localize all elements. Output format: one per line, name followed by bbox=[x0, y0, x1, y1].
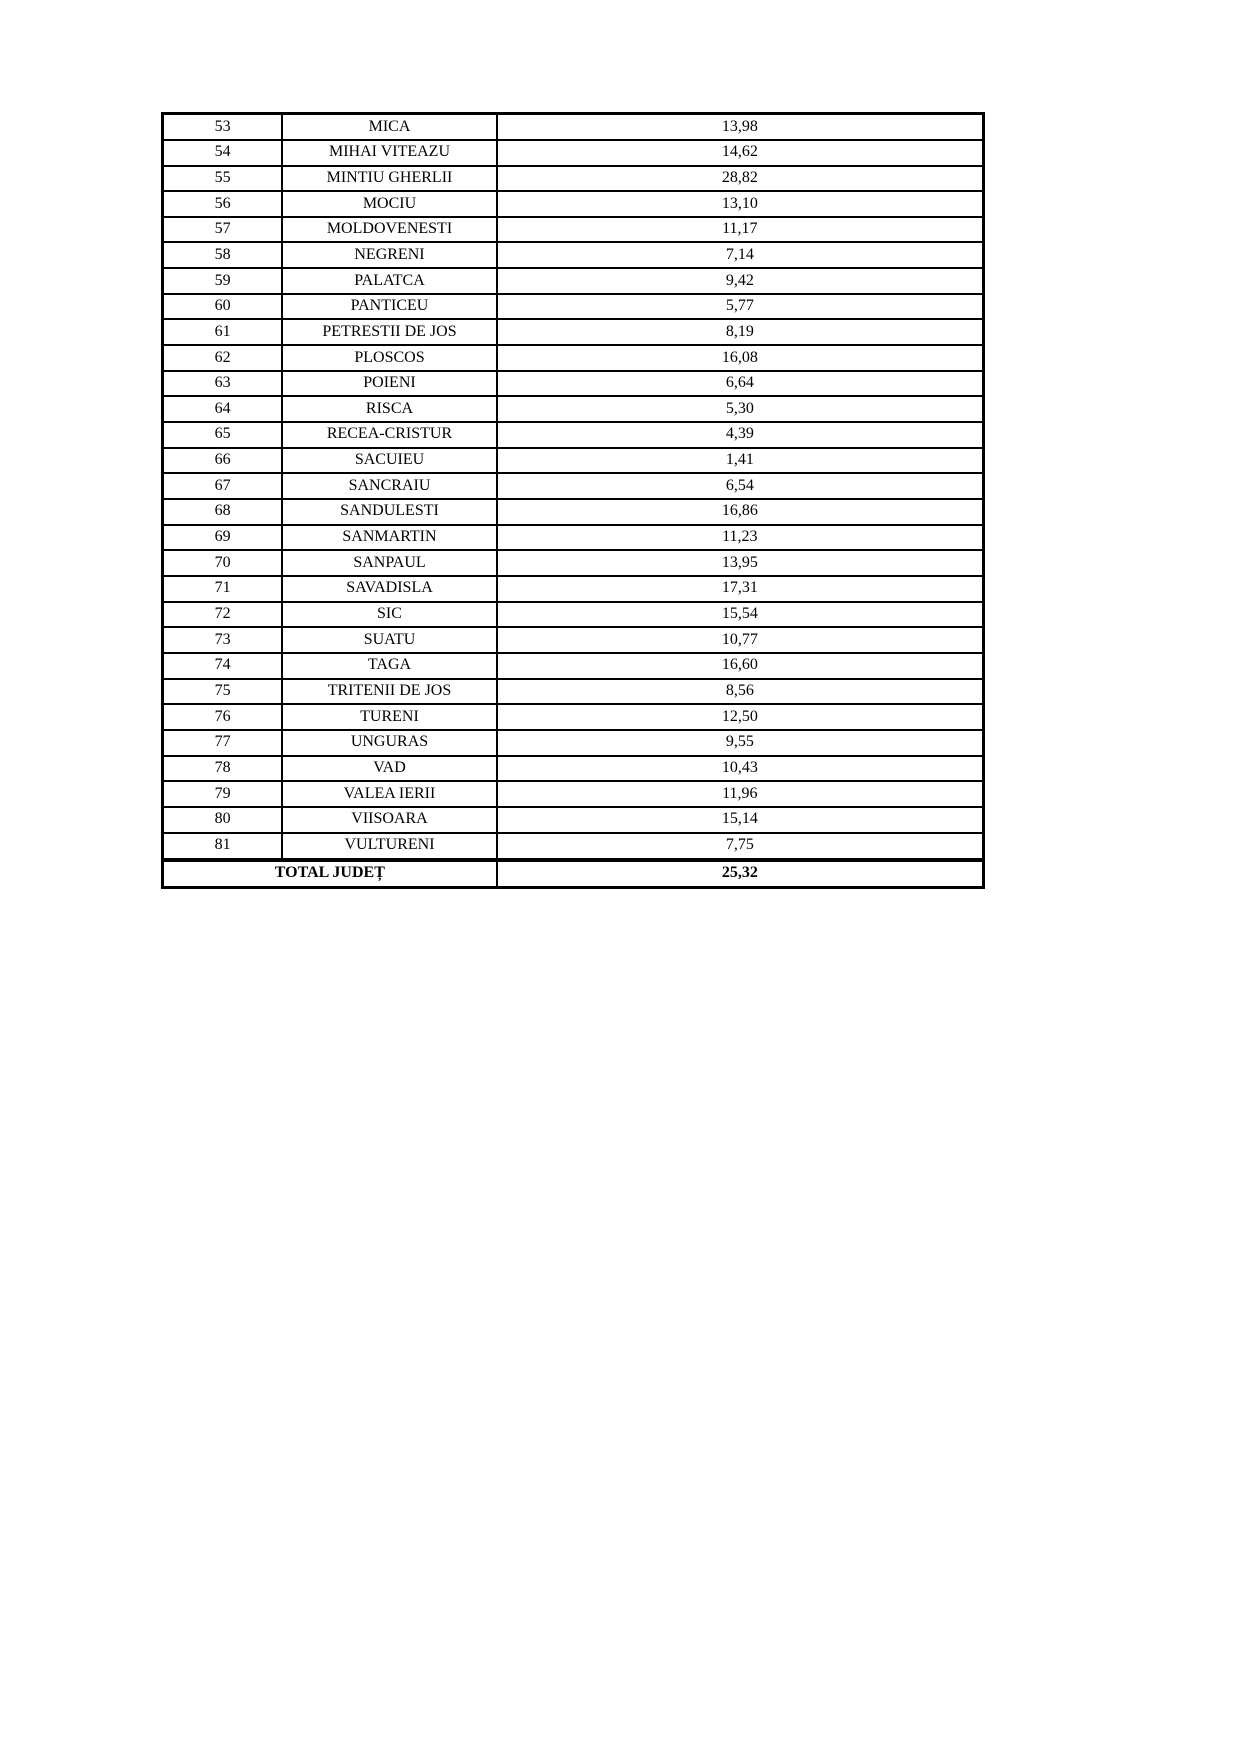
row-number-cell: 81 bbox=[163, 833, 283, 860]
table-row bbox=[163, 833, 984, 860]
row-number-cell: 66 bbox=[163, 448, 283, 474]
table-body bbox=[163, 114, 984, 888]
locality-name-cell: SAVADISLA bbox=[282, 576, 496, 602]
locality-name-cell: SANMARTIN bbox=[282, 525, 496, 551]
locality-name-cell: VULTURENI bbox=[282, 833, 496, 860]
table-row bbox=[163, 268, 984, 294]
value-cell: 15,54 bbox=[497, 602, 984, 628]
row-number-cell: 72 bbox=[163, 602, 283, 628]
table-row bbox=[163, 653, 984, 679]
table-row bbox=[163, 371, 984, 397]
value-cell: 17,31 bbox=[497, 576, 984, 602]
value-cell: 9,42 bbox=[497, 268, 984, 294]
value-cell: 10,43 bbox=[497, 756, 984, 782]
value-cell: 16,08 bbox=[497, 345, 984, 371]
locality-name-cell: SIC bbox=[282, 602, 496, 628]
value-cell: 28,82 bbox=[497, 166, 984, 192]
value-cell: 13,98 bbox=[497, 114, 984, 140]
table-row bbox=[163, 627, 984, 653]
row-number-cell: 65 bbox=[163, 422, 283, 448]
locality-name-cell: MOLDOVENESTI bbox=[282, 217, 496, 243]
locality-name-cell: TRITENII DE JOS bbox=[282, 679, 496, 705]
locality-name-cell: UNGURAS bbox=[282, 730, 496, 756]
locality-name-cell: SANPAUL bbox=[282, 550, 496, 576]
value-cell: 11,96 bbox=[497, 781, 984, 807]
row-number-cell: 64 bbox=[163, 396, 283, 422]
table-row bbox=[163, 114, 984, 140]
table-row bbox=[163, 602, 984, 628]
table-row bbox=[163, 576, 984, 602]
locality-name-cell: MICA bbox=[282, 114, 496, 140]
value-cell: 16,60 bbox=[497, 653, 984, 679]
value-cell: 8,19 bbox=[497, 319, 984, 345]
locality-name-cell: MOCIU bbox=[282, 191, 496, 217]
value-cell: 4,39 bbox=[497, 422, 984, 448]
value-cell: 10,77 bbox=[497, 627, 984, 653]
row-number-cell: 55 bbox=[163, 166, 283, 192]
row-number-cell: 67 bbox=[163, 473, 283, 499]
table-row bbox=[163, 448, 984, 474]
row-number-cell: 58 bbox=[163, 242, 283, 268]
locality-name-cell: VIISOARA bbox=[282, 807, 496, 833]
row-number-cell: 74 bbox=[163, 653, 283, 679]
row-number-cell: 57 bbox=[163, 217, 283, 243]
table-row bbox=[163, 319, 984, 345]
locality-name-cell: VAD bbox=[282, 756, 496, 782]
total-label-cell: TOTAL JUDEȚ bbox=[163, 860, 497, 888]
table-row bbox=[163, 217, 984, 243]
row-number-cell: 79 bbox=[163, 781, 283, 807]
value-cell: 8,56 bbox=[497, 679, 984, 705]
total-row bbox=[163, 860, 984, 888]
table-row bbox=[163, 730, 984, 756]
value-cell: 5,77 bbox=[497, 294, 984, 320]
value-cell: 6,64 bbox=[497, 371, 984, 397]
row-number-cell: 54 bbox=[163, 140, 283, 166]
locality-values-table bbox=[161, 112, 985, 889]
table-row bbox=[163, 679, 984, 705]
value-cell: 1,41 bbox=[497, 448, 984, 474]
locality-name-cell: NEGRENI bbox=[282, 242, 496, 268]
value-cell: 14,62 bbox=[497, 140, 984, 166]
value-cell: 6,54 bbox=[497, 473, 984, 499]
row-number-cell: 71 bbox=[163, 576, 283, 602]
table-row bbox=[163, 345, 984, 371]
value-cell: 13,10 bbox=[497, 191, 984, 217]
table-row bbox=[163, 140, 984, 166]
total-value-cell: 25,32 bbox=[497, 860, 984, 888]
row-number-cell: 68 bbox=[163, 499, 283, 525]
table-row bbox=[163, 499, 984, 525]
value-cell: 16,86 bbox=[497, 499, 984, 525]
table-row bbox=[163, 473, 984, 499]
locality-name-cell: SACUIEU bbox=[282, 448, 496, 474]
row-number-cell: 78 bbox=[163, 756, 283, 782]
locality-name-cell: RECEA-CRISTUR bbox=[282, 422, 496, 448]
value-cell: 11,23 bbox=[497, 525, 984, 551]
locality-name-cell: MIHAI VITEAZU bbox=[282, 140, 496, 166]
table-row bbox=[163, 242, 984, 268]
value-cell: 11,17 bbox=[497, 217, 984, 243]
row-number-cell: 76 bbox=[163, 704, 283, 730]
row-number-cell: 75 bbox=[163, 679, 283, 705]
row-number-cell: 73 bbox=[163, 627, 283, 653]
locality-name-cell: RISCA bbox=[282, 396, 496, 422]
locality-name-cell: TURENI bbox=[282, 704, 496, 730]
table-row bbox=[163, 807, 984, 833]
value-cell: 12,50 bbox=[497, 704, 984, 730]
row-number-cell: 70 bbox=[163, 550, 283, 576]
table-row bbox=[163, 781, 984, 807]
table-row bbox=[163, 191, 984, 217]
row-number-cell: 59 bbox=[163, 268, 283, 294]
value-cell: 9,55 bbox=[497, 730, 984, 756]
locality-name-cell: MINTIU GHERLII bbox=[282, 166, 496, 192]
row-number-cell: 63 bbox=[163, 371, 283, 397]
row-number-cell: 62 bbox=[163, 345, 283, 371]
row-number-cell: 53 bbox=[163, 114, 283, 140]
table-row bbox=[163, 704, 984, 730]
locality-name-cell: PALATCA bbox=[282, 268, 496, 294]
locality-name-cell: SUATU bbox=[282, 627, 496, 653]
table-row bbox=[163, 294, 984, 320]
table-row bbox=[163, 756, 984, 782]
row-number-cell: 77 bbox=[163, 730, 283, 756]
table-row bbox=[163, 166, 984, 192]
row-number-cell: 61 bbox=[163, 319, 283, 345]
table-row bbox=[163, 396, 984, 422]
row-number-cell: 80 bbox=[163, 807, 283, 833]
row-number-cell: 56 bbox=[163, 191, 283, 217]
locality-name-cell: TAGA bbox=[282, 653, 496, 679]
value-cell: 5,30 bbox=[497, 396, 984, 422]
table-row bbox=[163, 422, 984, 448]
value-cell: 15,14 bbox=[497, 807, 984, 833]
locality-name-cell: SANCRAIU bbox=[282, 473, 496, 499]
row-number-cell: 69 bbox=[163, 525, 283, 551]
row-number-cell: 60 bbox=[163, 294, 283, 320]
table-row bbox=[163, 525, 984, 551]
table-row bbox=[163, 550, 984, 576]
value-cell: 13,95 bbox=[497, 550, 984, 576]
value-cell: 7,14 bbox=[497, 242, 984, 268]
locality-name-cell: PANTICEU bbox=[282, 294, 496, 320]
value-cell: 7,75 bbox=[497, 833, 984, 860]
locality-name-cell: VALEA IERII bbox=[282, 781, 496, 807]
locality-name-cell: SANDULESTI bbox=[282, 499, 496, 525]
locality-name-cell: PLOSCOS bbox=[282, 345, 496, 371]
locality-name-cell: POIENI bbox=[282, 371, 496, 397]
locality-name-cell: PETRESTII DE JOS bbox=[282, 319, 496, 345]
